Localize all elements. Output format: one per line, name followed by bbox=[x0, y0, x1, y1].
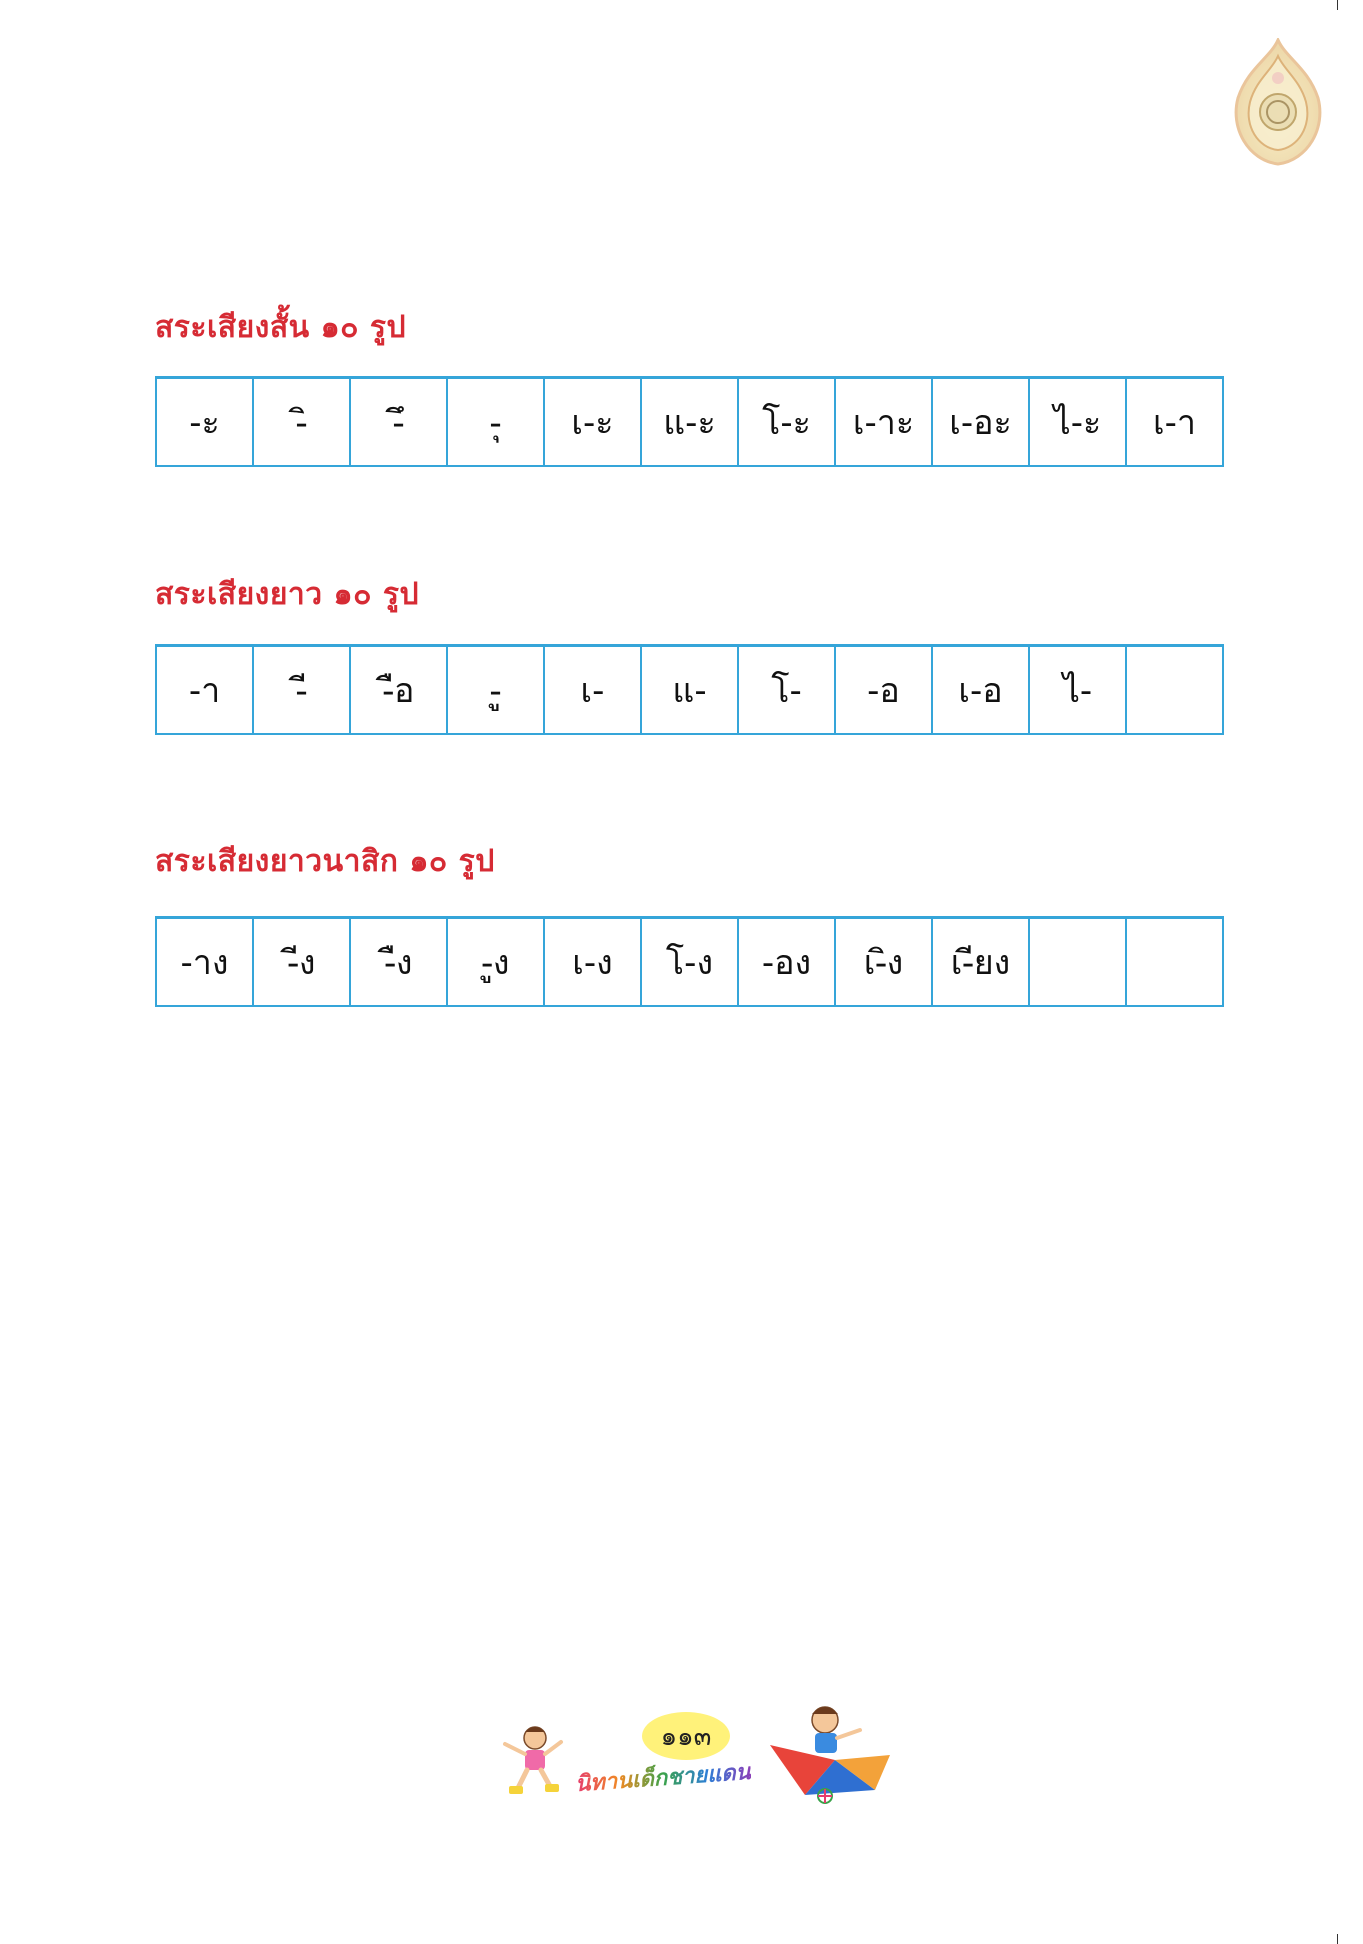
vowel-cell: เ-า bbox=[1126, 378, 1223, 467]
vowel-cell: เ-อะ bbox=[932, 378, 1029, 467]
section-title-long-vowels: สระเสียงยาว ๑๐ รูป bbox=[155, 577, 419, 612]
vowel-cell: -ูง bbox=[447, 918, 544, 1007]
vowel-cell: -ี bbox=[253, 646, 350, 735]
vowel-cell: -อ bbox=[835, 646, 932, 735]
vowel-cell: แ-ะ bbox=[641, 378, 738, 467]
vowel-cell: -ู bbox=[447, 646, 544, 735]
section-title-short-vowels: สระเสียงสั้น ๑๐ รูป bbox=[155, 310, 407, 345]
vowel-cell: -อง bbox=[738, 918, 835, 1007]
vowel-cell bbox=[1126, 646, 1223, 735]
vowel-cell bbox=[1126, 918, 1223, 1007]
book-title-text: นิทานเด็กชายแดน bbox=[574, 1754, 752, 1801]
book-title bbox=[574, 1754, 752, 1801]
vowel-cell: -ุ bbox=[447, 378, 544, 467]
vowel-cell: เ-ียง bbox=[932, 918, 1029, 1007]
crop-mark-bottom-right bbox=[1337, 1934, 1338, 1944]
crop-mark-top-right bbox=[1337, 0, 1338, 10]
vowel-cell: เ-าะ bbox=[835, 378, 932, 467]
nasal-vowel-table bbox=[155, 916, 1224, 1007]
page-number: ๑๑๓ bbox=[660, 1721, 712, 1752]
vowel-cell: -ือ bbox=[350, 646, 447, 735]
vowel-cell bbox=[1029, 918, 1126, 1007]
vowel-cell: -าง bbox=[156, 918, 253, 1007]
seal-emblem-icon bbox=[1228, 38, 1328, 168]
vowel-cell: เ-ิง bbox=[835, 918, 932, 1007]
vowel-cell: โ- bbox=[738, 646, 835, 735]
vowel-cell: ไ-ะ bbox=[1029, 378, 1126, 467]
vowel-cell: -า bbox=[156, 646, 253, 735]
vowel-cell: แ- bbox=[641, 646, 738, 735]
vowel-cell: -ึ bbox=[350, 378, 447, 467]
long-vowel-table bbox=[155, 644, 1224, 735]
vowel-cell: เ-ะ bbox=[544, 378, 641, 467]
vowel-cell: เ-ง bbox=[544, 918, 641, 1007]
child-on-crane-illustration-icon bbox=[765, 1700, 895, 1810]
vowel-cell: เ- bbox=[544, 646, 641, 735]
child-left-illustration-icon bbox=[495, 1720, 565, 1800]
vowel-cell: โ-ง bbox=[641, 918, 738, 1007]
short-vowel-table bbox=[155, 376, 1224, 467]
page-number-bubble bbox=[642, 1712, 730, 1760]
vowel-cell: -ืง bbox=[350, 918, 447, 1007]
vowel-cell: โ-ะ bbox=[738, 378, 835, 467]
vowel-cell: -ิ bbox=[253, 378, 350, 467]
vowel-cell: -ีง bbox=[253, 918, 350, 1007]
section-title-nasal-vowels: สระเสียงยาวนาสิก ๑๐ รูป bbox=[155, 844, 495, 879]
vowel-cell: ไ- bbox=[1029, 646, 1126, 735]
page-footer bbox=[495, 1700, 895, 1810]
vowel-cell: -ะ bbox=[156, 378, 253, 467]
vowel-cell: เ-อ bbox=[932, 646, 1029, 735]
